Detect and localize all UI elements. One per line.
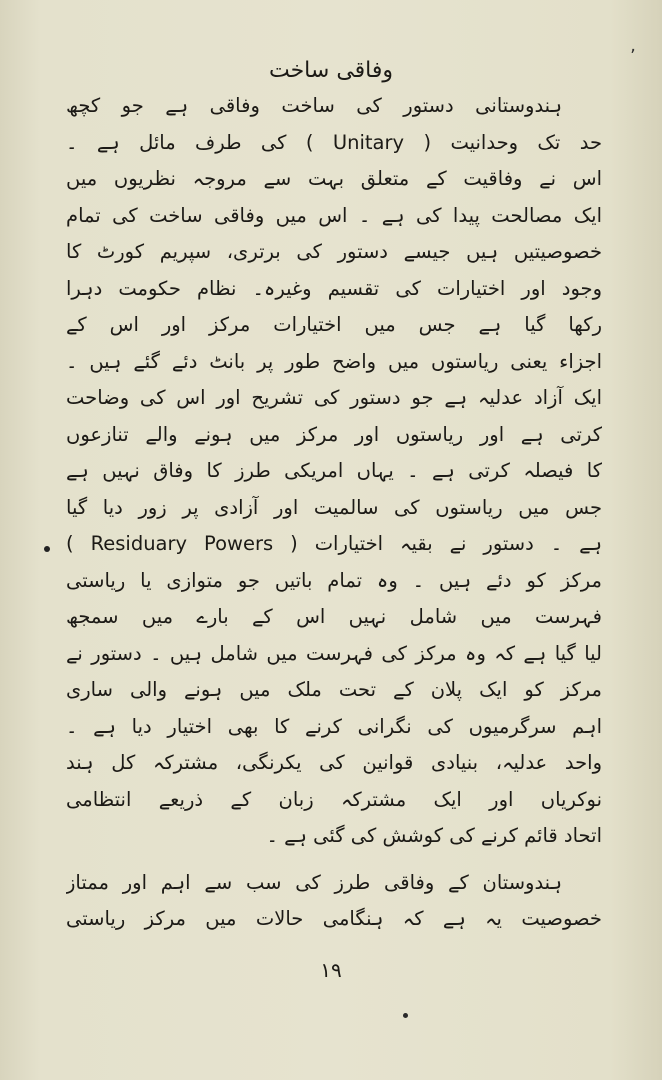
text-line: خصوصیتیں ہیں جیسے دستور کی برتری، سپریم کورٹ کا <box>66 240 602 263</box>
text-line: کرتی ہے اور ریاستوں اور مرکز میں ہونے والے تنازعوں <box>66 422 602 446</box>
text-line: اس نے وفاقیت کے متعلق بہت سے مروجہ نظریوں میں <box>66 167 602 190</box>
text-line: واحد عدلیہ، بنیادی قوانین کی یکرنگی، مشترکہ کل ہند <box>66 751 602 774</box>
body-text <box>66 88 602 938</box>
corner-mark: ٬ <box>630 46 636 67</box>
text-line: کا فیصلہ کرتی ہے ۔ یہاں امریکی طرز کا وفاق نہیں ہے <box>66 459 602 482</box>
text-line: ایک آزاد عدلیہ ہے جو دستور کی تشریح اور اس کی وضاحت <box>66 386 602 409</box>
text-line: ہندوستانی دستور کی ساخت وفاقی ہے جو کچھ <box>66 94 562 117</box>
text-line: جس میں ریاستوں کی سالمیت اور آزادی پر زور دیا گیا <box>66 495 602 519</box>
text-line: رکھا گیا ہے جس میں اختیارات مرکز اور اس کے <box>66 313 602 336</box>
text-line: وجود اور اختیارات کی تقسیم وغیرہ۔ نظام حکومت دہرا <box>66 276 602 300</box>
text-line: اتحاد قائم کرنے کی کوشش کی گئی ہے ۔ <box>266 824 602 847</box>
text-line: مرکز کو ایک پلان کے تحت ملک میں ہونے والی ساری <box>66 678 602 701</box>
margin-dot <box>44 546 50 552</box>
paragraph-gap <box>66 855 602 865</box>
bottom-dot <box>403 1013 408 1018</box>
text-line: ہندوستان کے وفاقی طرز کی سب سے اہم اور ممتاز <box>66 870 562 894</box>
text-line: نوکریاں اور ایک مشترکہ زبان کے ذریعے انتظامی <box>66 787 602 811</box>
text-line: لیا گیا ہے کہ وہ مرکز کی فہرست میں شامل ہیں ۔ دستور نے <box>66 641 602 665</box>
text-line: ہے ۔ دستور نے بقیہ اختیارات ( Residuary Powers ) <box>66 532 602 555</box>
text-line: ایک مصالحت پیدا کی ہے ۔ اس میں وفاقی ساخت کی تمام <box>66 203 602 227</box>
page-number: ١٩ <box>320 958 342 982</box>
text-line: حد تک وحدانیت ( Unitary ) کی طرف مائل ہے ۔ <box>66 130 602 154</box>
text-line: اجزاء یعنی ریاستوں میں واضح طور پر بانٹ دئے گئے ہیں ۔ <box>66 349 602 373</box>
text-line: فہرست میں شامل نہیں اس کے بارے میں سمجھ <box>66 605 602 628</box>
text-line: خصوصیت یہ ہے کہ ہنگامی حالات میں مرکز ریاستی <box>66 907 602 930</box>
text-line: اہم سرگرمیوں کی نگرانی کرنے کا بھی اختیار دیا ہے ۔ <box>66 714 602 738</box>
text-line: مرکز کو دئے ہیں ۔ وہ تمام باتیں جو متوازی یا ریاستی <box>66 568 602 592</box>
page-header-title: وفاقی ساخت <box>268 58 394 83</box>
